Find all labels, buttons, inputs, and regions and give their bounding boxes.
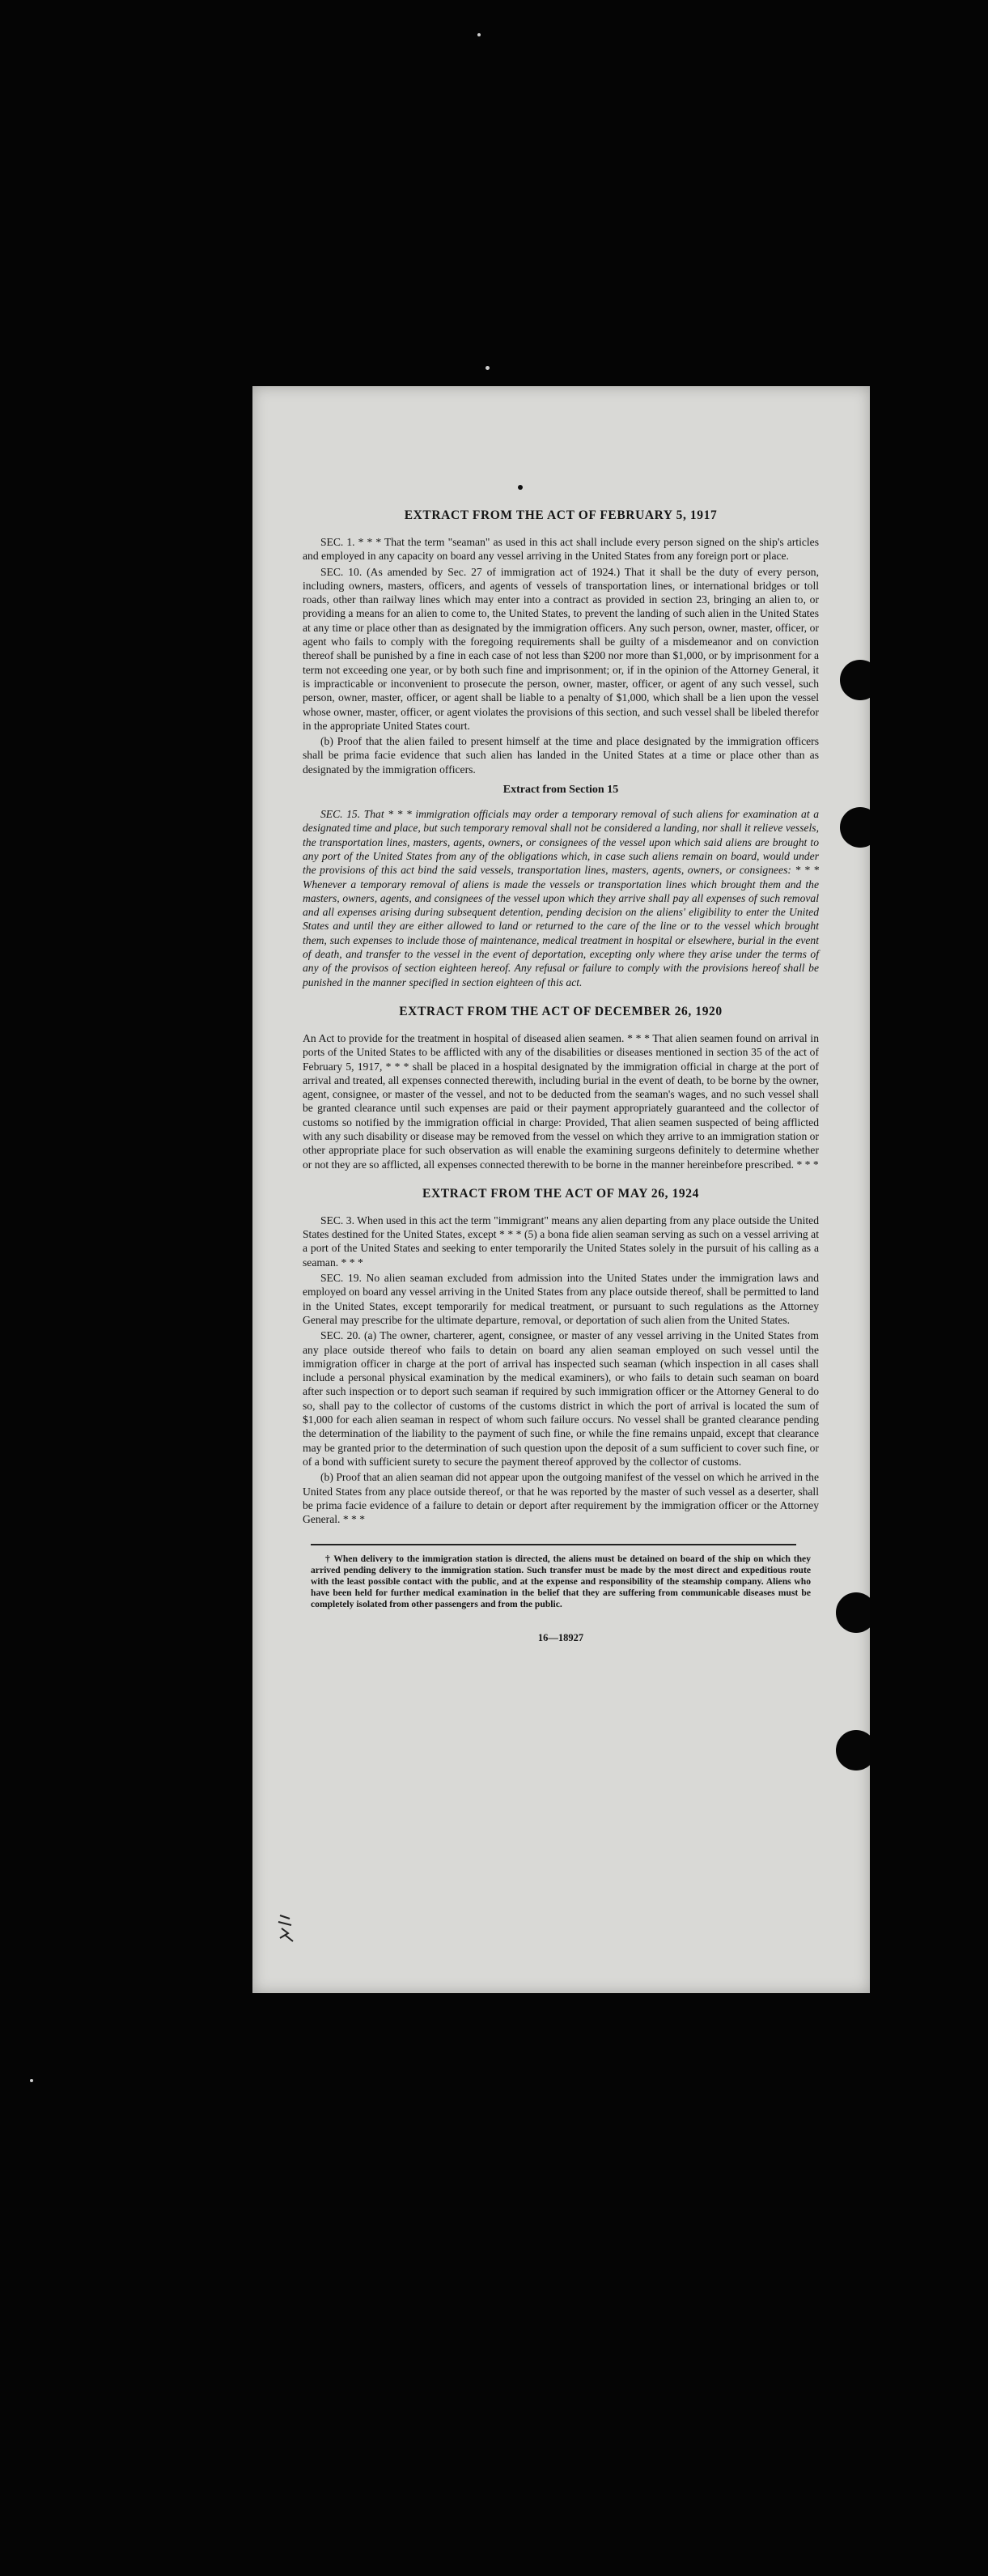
punch-hole xyxy=(836,1592,870,1633)
paragraph-sec-10b: (b) Proof that the alien failed to present himself at the time and place designated by the immigration officers shall be prima facie evidence that such alien has landed in the United States at a time or place other than as designated by the immigration officers. xyxy=(303,735,819,776)
paragraph-sec-1: SEC. 1. * * * That the term "seaman" as used in this act shall include every person signed on the ship's articles and employed in any capacity on board any vessel arriving in the United States from any foreign port or place. xyxy=(303,536,819,563)
margin-mark xyxy=(274,1912,298,1945)
document-text xyxy=(303,508,819,1646)
dust-speck xyxy=(486,366,490,370)
paragraph-sec-15: SEC. 15. That * * * immigration officials may order a temporary removal of such aliens for examination at a designated time and place, but such temporary removal shall not be considered a landing, nor shall it relieve vessels, the transportation lines, masters, agents, owners, or consignees of the vessel upon which said aliens are brought to any port of the United States from any of the obligations which, in case such aliens remain on board, would under the provisions of this act bind the said vessels, transportation lines, masters, agents, owners, or consignees: * * * Whenever a temporary removal of aliens is made the vessels or transportation lines which brought them and the masters, owners, agents, and consignees of the vessel upon which they arrive shall pay all expenses of such removal and all expenses arising during subsequent detention, pending decision on the aliens' eligibility to enter the United States and until they are either allowed to land or returned to the care of the line or to the vessel which brought them, such expenses to include those of maintenance, medical treatment in hospital or elsewhere, burial in the event of death, and transfer to the vessel in the event of deportation, excepting only where they arise under the terms of any of the provisos of section eighteen hereof. Any refusal or failure to comply with the provisions hereof shall be punished in the manner specified in section eighteen of this act. xyxy=(303,808,819,988)
paragraph-sec-20a: SEC. 20. (a) The owner, charterer, agent, consignee, or master of any vessel arriving in the United States from any place outside thereof who fails to detain on board any alien seaman employed on such vessel until the immigration officer in charge at the port of arrival has inspected such seaman (which inspection in all cases shall include a personal physical examination by the medical examiners), or who fails to detain such seaman on board after such inspection or to deport such seaman if required by such immigration officer or the Attorney General to do so, shall pay to the collector of customs of the customs district in which the port of arrival is located the sum of $1,000 for each alien seaman in respect of whom such failure occurs. No vessel shall be granted clearance pending the determination of the liability to the payment of such fine, or while the fine remains unpaid, except that clearance may be granted prior to the determination of such question upon the deposit of a sum sufficient to cover such fine, or of a bond with sufficient surety to secure the payment thereof approved by the collector of customs. xyxy=(303,1329,819,1468)
form-number: 16—18927 xyxy=(537,1632,584,1644)
heading-act-1920: EXTRACT FROM THE ACT OF DECEMBER 26, 1920 xyxy=(399,1004,723,1018)
dust-speck xyxy=(477,33,481,36)
paragraph-sec-19: SEC. 19. No alien seaman excluded from admission into the United States under the immigration laws and employed on board any vessel arriving in the United States from any place outside thereof, shall be permitted to land in the United States, except temporarily for medical treatment, or pursuant to such regulations as the Attorney General may prescribe for the ultimate departure, removal, or deportation of such alien from the United States. xyxy=(303,1272,819,1326)
paragraph-sec-20b: (b) Proof that an alien seaman did not appear upon the outgoing manifest of the vessel on which he arrived in the United States from any place outside thereof, or that he was reported by the master of such vessel as a deserter, shall be prima facie evidence of a failure to detain or deport after requirement by the immigration officer or the Attorney General. * * * xyxy=(303,1471,819,1526)
footnote-divider xyxy=(311,1544,796,1545)
punch-hole xyxy=(840,807,870,848)
subheading-section-15: Extract from Section 15 xyxy=(502,784,619,797)
footnote: † When delivery to the immigration station is directed, the aliens must be detained on board of the ship on which they arrived pending delivery to the immigration station. Such transfer must be made by the most direct and expeditious route with the least possible contact with the public, and at the expense and responsibility of the steamship company. Aliens who have been held for further medical examination in the belief that they are suffering from communicable diseases must be completely isolated from other passengers and from the public. xyxy=(311,1554,811,1610)
punch-hole xyxy=(840,660,870,700)
heading-act-1924: EXTRACT FROM THE ACT OF MAY 26, 1924 xyxy=(422,1186,699,1201)
paragraph-sec-3: SEC. 3. When used in this act the term "immigrant" means any alien departing from any place outside the United States destined for the United States, except * * * (5) a bona fide alien seaman serving as such on a vessel arriving at a port of the United States and seeking to enter temporarily the United States solely in the pursuit of his calling as a seaman. * * * xyxy=(303,1214,819,1269)
paragraph-act-1920: An Act to provide for the treatment in hospital of diseased alien seamen. * * * That alien seamen found on arrival in ports of the United States to be afflicted with any of the disabilities or diseases mentioned in section 35 of the act of February 5, 1917, * * * shall be placed in a hospital designated by the immigration official in charge at the port of arrival and treated, all expenses connected therewith, including burial in the event of death, to be borne by the owner, agent, consignee, or master of the vessel, and not to be deducted from the seaman's wages, and no such vessel shall be granted clearance until such expenses are paid or their payment appropriately guaranteed and the collector of customs so notified by the immigration official in charge: Provided, That alien seamen suspected of being afflicted with any such disability or disease may be removed from the vessel on which they arrive to an immigration station or other appropriate place for such observation as will enable the examining surgeons definitely to determine whether or not they are so afflicted, all expenses connected therewith to be borne in the manner hereinbefore prescribed. * * * xyxy=(303,1031,819,1171)
ink-dot xyxy=(518,485,523,490)
dust-speck xyxy=(30,2079,33,2082)
document-page xyxy=(252,386,870,1993)
punch-hole xyxy=(836,1730,870,1770)
paragraph-sec-10: SEC. 10. (As amended by Sec. 27 of immigration act of 1924.) That it shall be the duty of every person, including owners, masters, officers, and agents of vessels of transportation lines, or international bridges or toll roads, other than railway lines which may enter into a contract as provided in section 23, bringing an alien to, or providing a means for an alien to come to, the United States, to prevent the landing of such alien in the United States at any time or place other than as designated by the immigration officers. Any such person, owner, master, officer, or agent who fails to comply with the foregoing requirements shall be guilty of a misdemeanor and on conviction thereof shall be punished by a fine in each case of not less than $200 nor more than $1,000, or by imprisonment for a term not exceeding one year, or by both such fine and imprisonment; or, if in the opinion of the Attorney General, it is impracticable or inconvenient to prosecute the person, owner, master, officer, or agent of any such vessel, such person, owner, master, officer, or agent shall be liable to a penalty of $1,000, which shall be a lien upon the vessel whose owner, master, officer, or agent violates the provisions of this section, and such vessel shall be libeled therefor in the appropriate United States court. xyxy=(303,565,819,732)
heading-act-1917: EXTRACT FROM THE ACT OF FEBRUARY 5, 1917 xyxy=(404,508,718,522)
